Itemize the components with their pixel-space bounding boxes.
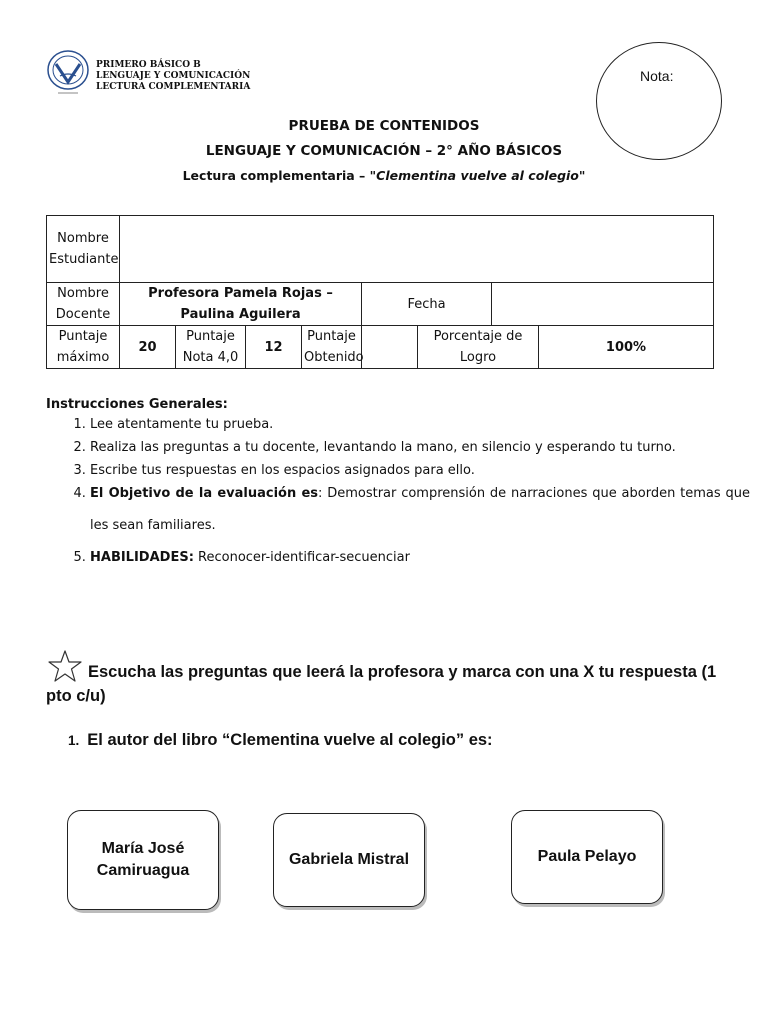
student-name-label: Nombre Estudiante xyxy=(47,216,120,283)
school-logo xyxy=(46,48,90,96)
answer-option-label: Paula Pelayo xyxy=(537,848,637,865)
school-line-subject: LENGUAJE Y COMUNICACIÓN xyxy=(96,71,251,81)
achievement-label: Porcentaje de Logro xyxy=(418,326,539,369)
obtained-score-label: Puntaje Obtenido xyxy=(302,326,362,369)
instruction-item: 1. Lee atentamente tu prueba. xyxy=(90,413,750,436)
reading-prefix: Lectura complementaria – xyxy=(182,168,370,183)
answer-option-label: María José Camiruagua xyxy=(96,840,190,879)
instruction-objective xyxy=(90,478,750,542)
test-reading xyxy=(0,168,768,183)
test-title: PRUEBA DE CONTENIDOS xyxy=(288,118,480,134)
objective-text: : Demostrar comprensión de narraciones que aborden temas que les sean familiares. xyxy=(90,486,750,533)
grade-label: Nota: xyxy=(640,68,674,84)
answer-option-2[interactable] xyxy=(273,813,425,907)
test-subject: LENGUAJE Y COMUNICACIÓN – 2° AÑO BÁSICOS xyxy=(205,143,563,159)
school-line-reading: LECTURA COMPLEMENTARIA xyxy=(96,82,251,92)
grade4-score-value: 12 xyxy=(246,326,302,369)
instructions-heading: Instrucciones Generales: xyxy=(46,397,228,412)
objective-label: El Objetivo de la evaluación es xyxy=(90,486,318,501)
answer-option-label: Gabriela Mistral xyxy=(288,851,410,868)
school-info xyxy=(96,60,250,93)
answer-option-1[interactable] xyxy=(67,810,219,910)
teacher-name-value: Profesora Pamela Rojas – Paulina Aguilera xyxy=(120,283,362,326)
instruction-item: 3. Escribe tus respuestas en los espacios asignados para ello. xyxy=(90,459,750,482)
answer-option-3[interactable] xyxy=(511,810,663,904)
school-line-course: PRIMERO BÁSICO B xyxy=(96,60,201,70)
section-instruction xyxy=(46,660,726,708)
obtained-score-field[interactable] xyxy=(362,326,418,369)
max-score-label: Puntaje máximo xyxy=(47,326,120,369)
max-score-value: 20 xyxy=(120,326,176,369)
date-field[interactable] xyxy=(492,283,714,326)
skills-text: Reconocer-identificar-secuenciar xyxy=(193,550,410,565)
student-name-field[interactable] xyxy=(120,216,714,283)
instructions-list xyxy=(62,413,750,569)
date-label: Fecha xyxy=(362,283,492,326)
grade4-score-label: Puntaje Nota 4,0 xyxy=(176,326,246,369)
section-text: Escucha las preguntas que leerá la profesora y marca con una X tu respuesta (1 pto c/u) xyxy=(46,663,717,705)
question-1 xyxy=(68,731,493,750)
teacher-name-label: Nombre Docente xyxy=(47,283,120,326)
question-text: El autor del libro “Clementina vuelve al colegio” es: xyxy=(87,731,493,749)
instruction-item: 2. Realiza las preguntas a tu docente, levantando la mano, en silencio y esperando tu turno. xyxy=(90,436,750,459)
achievement-value: 100% xyxy=(539,326,714,369)
instruction-skills xyxy=(90,546,750,569)
skills-label: HABILIDADES: xyxy=(90,550,194,565)
book-title: "Clementina vuelve al colegio" xyxy=(369,168,586,183)
student-info-table xyxy=(46,215,714,369)
question-number: 1. xyxy=(68,733,80,748)
